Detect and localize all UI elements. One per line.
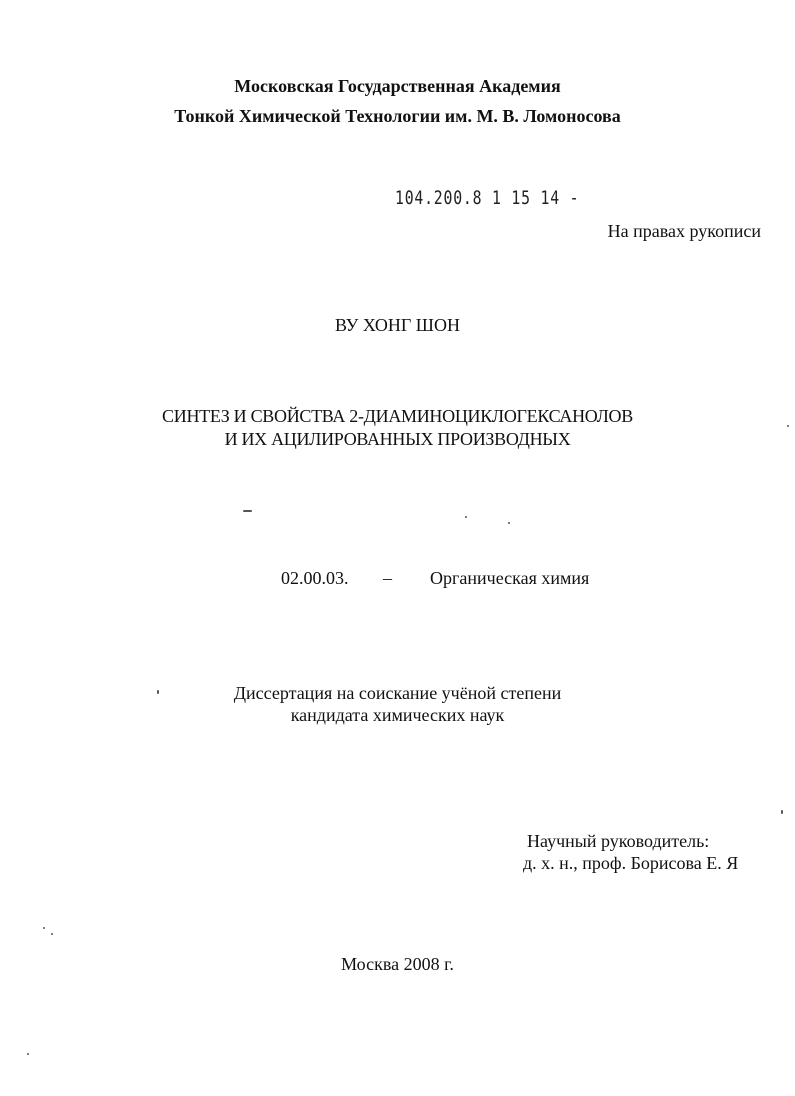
city-year: Москва 2008 г. [341, 954, 454, 974]
supervisor-label: Научный руководитель: [527, 831, 710, 851]
scan-speck [43, 927, 45, 929]
rights-note: На правах рукописи [607, 221, 761, 241]
scan-speck [157, 690, 159, 694]
scan-speck [781, 810, 783, 814]
thesis-title-line1: СИНТЕЗ И СВОЙСТВА 2-ДИАМИНОЦИКЛОГЕКСАНОЛОВ [162, 406, 633, 426]
scan-speck [243, 510, 252, 512]
academy-name-line1: Московская Государственная Академия [234, 76, 561, 96]
dissertation-line1: Диссертация на соискание учёной степени [233, 683, 562, 703]
supervisor-name: д. х. н., проф. Борисова Е. Я [523, 853, 739, 873]
scan-speck [787, 425, 789, 427]
academy-name-line2: Тонкой Химической Технологии им. М. В. Ломоносова [174, 106, 621, 126]
scan-speck [508, 522, 510, 524]
specialty-dash: – [383, 568, 392, 588]
thesis-title-line2: И ИХ АЦИЛИРОВАННЫХ ПРОИЗВОДНЫХ [224, 429, 571, 449]
scan-speck [51, 933, 53, 935]
scan-speck [465, 516, 467, 518]
scan-speck [27, 1053, 29, 1055]
specialty-name: Органическая химия [430, 568, 590, 588]
author-name: ВУ ХОНГ ШОН [335, 315, 460, 335]
registration-stamp: 104.200.8 1 15 14 - [395, 187, 580, 209]
specialty-code: 02.00.03. [281, 568, 349, 588]
dissertation-line2: кандидата химических наук [290, 705, 505, 725]
